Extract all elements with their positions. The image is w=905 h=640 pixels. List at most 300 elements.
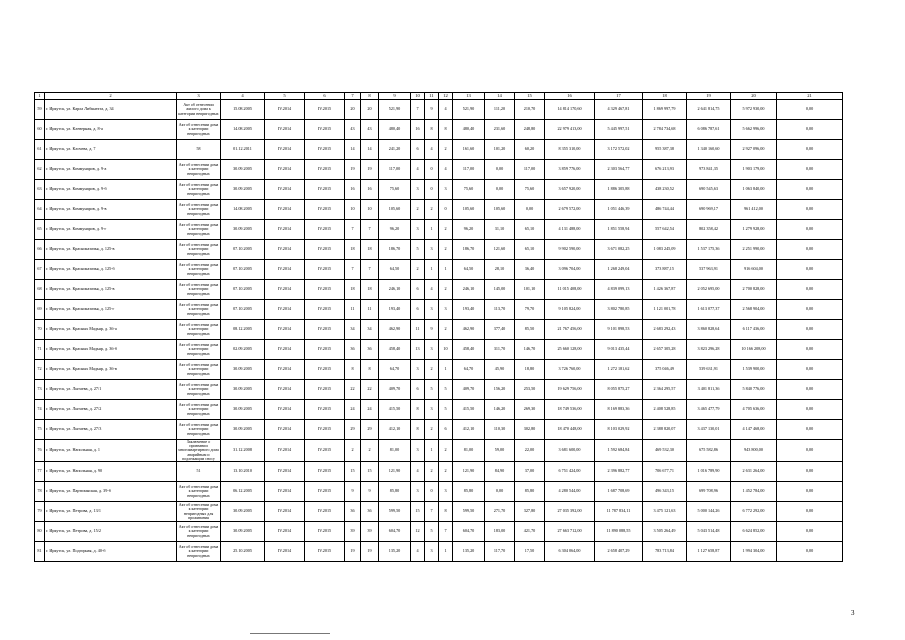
table-cell: 4: [411, 542, 425, 562]
table-cell: 2: [411, 200, 425, 220]
table-cell: IV.2014: [265, 522, 305, 542]
table-row: [35, 120, 843, 140]
table-cell: 9 105 824,00: [545, 300, 595, 320]
column-number-row: [35, 93, 843, 100]
table-cell: IV.2014: [265, 340, 305, 360]
table-cell: 43: [361, 120, 379, 140]
table-cell: 18: [361, 280, 379, 300]
table-cell: 121,90: [379, 462, 411, 482]
table-cell: 67: [35, 260, 45, 280]
table-cell: 34: [361, 320, 379, 340]
table-cell: IV.2015: [305, 380, 345, 400]
table-cell: IV.2015: [305, 220, 345, 240]
table-cell: 18 470 448,00: [545, 420, 595, 440]
document-cell: Акт об отнесении жилого дома к категории непригодных: [177, 100, 221, 120]
table-cell: IV.2014: [265, 220, 305, 240]
table-cell: 1 869 997,79: [643, 100, 687, 120]
address-cell: г. Иркутск, ул. Красных Мадьяр, д. 36-а: [45, 320, 177, 340]
table-cell: 15: [345, 462, 361, 482]
table-cell: 145,00: [485, 280, 515, 300]
table-cell: 0,00: [777, 120, 843, 140]
table-cell: 80: [35, 522, 45, 542]
table-cell: 59,00: [485, 440, 515, 462]
table-cell: 955 387,38: [643, 140, 687, 160]
table-cell: 2 784 734,68: [643, 120, 687, 140]
table-cell: 11 890 088,55: [595, 522, 643, 542]
table-cell: 2 396 882,77: [595, 462, 643, 482]
table-cell: 10: [361, 200, 379, 220]
table-cell: 69: [35, 300, 45, 320]
table-cell: 599,50: [379, 502, 411, 522]
column-number-cell: 10: [411, 93, 425, 100]
table-cell: 2: [411, 260, 425, 280]
table-cell: IV.2015: [305, 340, 345, 360]
table-cell: 5: [425, 380, 439, 400]
table-cell: 2 408 528,85: [643, 400, 687, 420]
table-cell: 241,20: [379, 140, 411, 160]
table-cell: 4 280 544,00: [545, 482, 595, 502]
table-cell: 135,20: [453, 542, 485, 562]
table-cell: 15: [411, 502, 425, 522]
table-cell: IV.2014: [265, 260, 305, 280]
address-cell: г. Иркутск, ул. Красных Мадьяр, д. 36-в: [45, 360, 177, 380]
table-cell: 3 802 780,85: [595, 300, 643, 320]
table-cell: 2: [439, 462, 453, 482]
table-cell: 943 800,00: [731, 440, 777, 462]
address-cell: г. Иркутск, ул. Красноказачья, д. 125-б: [45, 260, 177, 280]
table-cell: 438 230,52: [643, 180, 687, 200]
table-cell: 37,00: [515, 462, 545, 482]
table-cell: 462,90: [379, 320, 411, 340]
table-cell: 10: [345, 200, 361, 220]
column-number-cell: 15: [515, 93, 545, 100]
table-cell: 0,00: [777, 160, 843, 180]
table-cell: 8 355 310,00: [545, 140, 595, 160]
table-cell: 0,00: [485, 482, 515, 502]
table-cell: 3: [425, 300, 439, 320]
table-cell: 6: [411, 140, 425, 160]
table-cell: 186,70: [453, 240, 485, 260]
table-cell: 3: [425, 400, 439, 420]
table-cell: 0,00: [777, 482, 843, 502]
table-cell: 973 841,35: [687, 160, 731, 180]
table-cell: 0,00: [777, 320, 843, 340]
table-cell: 4 705 636,00: [731, 400, 777, 420]
table-cell: 146,20: [485, 400, 515, 420]
table-cell: 1 083 245,09: [643, 240, 687, 260]
table-cell: 70: [35, 320, 45, 340]
address-cell: г. Иркутск, ул. Красноказачья, д. 125-г: [45, 300, 177, 320]
document-cell: Акт об отнесении дома к категории непригодных: [177, 400, 221, 420]
table-cell: 6: [411, 380, 425, 400]
table-cell: 117,00: [453, 160, 485, 180]
table-row: [35, 320, 843, 340]
table-cell: 0,00: [777, 502, 843, 522]
table-cell: 377,40: [485, 320, 515, 340]
table-cell: 0: [439, 200, 453, 220]
document-cell: Акт об отнесении дома к категории непригодных: [177, 160, 221, 180]
table-cell: 4 131 488,00: [545, 220, 595, 240]
table-cell: 2 927 096,00: [731, 140, 777, 160]
table-cell: 2 658 407,29: [595, 542, 643, 562]
table-cell: 111,20: [485, 100, 515, 120]
table-cell: 117,00: [379, 160, 411, 180]
table-cell: 246,10: [379, 280, 411, 300]
table-cell: 9 902 590,00: [545, 240, 595, 260]
table-cell: 81,00: [453, 440, 485, 462]
table-cell: 9: [361, 482, 379, 502]
document-cell: Акт об отнесении дома к категории непригодных: [177, 522, 221, 542]
table-cell: 415,50: [453, 400, 485, 420]
table-cell: 2: [439, 220, 453, 240]
table-cell: 6 304 064,00: [545, 542, 595, 562]
table-cell: 15.08.2005: [221, 100, 265, 120]
table-cell: 2 568 904,00: [731, 300, 777, 320]
table-cell: 0,00: [777, 400, 843, 420]
column-number-cell: 21: [777, 93, 843, 100]
table-cell: IV.2014: [265, 440, 305, 462]
table-cell: 1 851 558,94: [595, 220, 643, 240]
table-cell: 156,20: [485, 380, 515, 400]
table-cell: 412,10: [453, 420, 485, 440]
table-cell: 8: [439, 502, 453, 522]
table-cell: 27 663 712,00: [545, 522, 595, 542]
table-cell: 19: [345, 160, 361, 180]
document-cell: Акт об отнесении дома к категории непригодных: [177, 482, 221, 502]
table-row: [35, 522, 843, 542]
table-cell: 36: [345, 340, 361, 360]
table-cell: 8 103 029,92: [595, 420, 643, 440]
table-cell: 11: [361, 300, 379, 320]
table-cell: 675 582,86: [687, 440, 731, 462]
table-cell: 4: [425, 140, 439, 160]
table-cell: 36,40: [515, 260, 545, 280]
table-cell: 210,70: [515, 100, 545, 120]
table-cell: IV.2015: [305, 140, 345, 160]
table-cell: 0: [425, 160, 439, 180]
address-cell: г. Иркутск, ул. Коммунаров, д. 9-г: [45, 220, 177, 240]
column-number-cell: 13: [453, 93, 485, 100]
table-cell: 409,70: [453, 380, 485, 400]
table-row: [35, 440, 843, 462]
table-cell: 302,80: [515, 420, 545, 440]
table-cell: IV.2015: [305, 462, 345, 482]
table-cell: 10: [439, 340, 453, 360]
table-cell: 14: [361, 140, 379, 160]
table-cell: 0,00: [777, 280, 843, 300]
table-row: [35, 220, 843, 240]
table-cell: 1 426 367,87: [643, 280, 687, 300]
address-cell: г. Иркутск, ул. Лытаева, д. 27/2: [45, 400, 177, 420]
table-cell: 22 979 413,00: [545, 120, 595, 140]
address-cell: г. Иркутск, ул. Красноказачья, д. 125-в: [45, 280, 177, 300]
table-cell: IV.2014: [265, 100, 305, 120]
table-cell: 0,00: [777, 420, 843, 440]
address-cell: г. Иркутск, ул. Карла Либкнехта, д. 34: [45, 100, 177, 120]
address-cell: г. Иркутск, ул. Клеверная, д. 8-а: [45, 120, 177, 140]
table-cell: 4: [439, 160, 453, 180]
document-cell: Акт об отнесении дома к категории непригодных для проживания: [177, 502, 221, 522]
table-cell: 1: [439, 260, 453, 280]
table-cell: 5 043 514,48: [687, 522, 731, 542]
table-cell: 36: [345, 502, 361, 522]
table-cell: 4 839 099,13: [595, 280, 643, 300]
table-cell: 0,00: [777, 340, 843, 360]
table-cell: IV.2015: [305, 440, 345, 462]
table-cell: 62: [35, 160, 45, 180]
table-cell: 2 683 292,43: [643, 320, 687, 340]
table-cell: 1 903 179,00: [731, 160, 777, 180]
table-cell: 1 592 684,84: [595, 440, 643, 462]
table-cell: 39: [361, 522, 379, 542]
table-cell: 193,40: [379, 300, 411, 320]
column-number-cell: 20: [731, 93, 777, 100]
table-cell: IV.2015: [305, 542, 345, 562]
table-cell: 2 388 820,07: [643, 420, 687, 440]
table-cell: 1 272 181,62: [595, 360, 643, 380]
table-cell: 65,10: [515, 220, 545, 240]
address-cell: г. Иркутск, ул. Коммунаров, д. 9-а: [45, 160, 177, 180]
table-cell: 4 329 467,81: [595, 100, 643, 120]
table-cell: 7: [345, 260, 361, 280]
table-cell: 21 767 456,00: [545, 320, 595, 340]
table-row: [35, 280, 843, 300]
table-cell: IV.2014: [265, 320, 305, 340]
address-cell: г. Иркутск, ул. Красноказачья, д. 125-в: [45, 240, 177, 260]
table-cell: 6: [411, 280, 425, 300]
table-cell: 79,70: [515, 300, 545, 320]
table-cell: 22: [361, 380, 379, 400]
address-cell: г. Иркутск, ул. Петрова, д. 13/1: [45, 502, 177, 522]
table-cell: 6 772 292,00: [731, 502, 777, 522]
table-cell: 2: [425, 360, 439, 380]
table-cell: 2: [439, 440, 453, 462]
column-number-cell: 2: [45, 93, 177, 100]
address-cell: г. Иркутск, ул. Напольная, д. 90: [45, 462, 177, 482]
table-cell: 117,70: [485, 542, 515, 562]
housing-register-table: [34, 92, 843, 562]
table-row: [35, 160, 843, 180]
table-cell: 30.09.2005: [221, 420, 265, 440]
table-cell: 8: [361, 360, 379, 380]
table-cell: IV.2014: [265, 200, 305, 220]
document-cell: Акт об отнесении дома к категории непригодных: [177, 420, 221, 440]
table-cell: IV.2014: [265, 300, 305, 320]
address-cell: г. Иркутск, ул. Напольная, д. 1: [45, 440, 177, 462]
table-cell: 5: [439, 380, 453, 400]
table-cell: 7: [361, 260, 379, 280]
table-cell: 412,10: [379, 420, 411, 440]
table-cell: 0,00: [777, 462, 843, 482]
table-cell: 3: [411, 440, 425, 462]
table-cell: 75,60: [515, 180, 545, 200]
table-cell: 5: [411, 240, 425, 260]
table-cell: IV.2014: [265, 280, 305, 300]
table-cell: IV.2015: [305, 482, 345, 502]
table-row: [35, 420, 843, 440]
table-cell: 43: [345, 120, 361, 140]
table-cell: 5: [439, 400, 453, 420]
table-cell: IV.2015: [305, 280, 345, 300]
table-cell: 101,10: [515, 280, 545, 300]
table-cell: 186,70: [379, 240, 411, 260]
table-cell: 604,70: [453, 522, 485, 542]
table-row: [35, 200, 843, 220]
table-cell: 24: [345, 400, 361, 420]
table-cell: 79: [35, 502, 45, 522]
table-cell: 13.10.2010: [221, 462, 265, 482]
table-cell: 458,40: [453, 340, 485, 360]
table-cell: 706 677,71: [643, 462, 687, 482]
table-cell: 30.09.2005: [221, 400, 265, 420]
table-cell: 1 539 900,00: [731, 360, 777, 380]
table-cell: IV.2014: [265, 180, 305, 200]
table-cell: IV.2015: [305, 522, 345, 542]
table-cell: 76: [35, 440, 45, 462]
table-cell: 3 860 828,64: [687, 320, 731, 340]
table-cell: 146,70: [515, 340, 545, 360]
address-cell: г. Иркутск, ул. Подгорная, д. 40-б: [45, 542, 177, 562]
table-cell: 08.12.2005: [221, 320, 265, 340]
table-cell: 78: [35, 482, 45, 502]
address-cell: г. Иркутск, ул. Лытаева, д. 27/3: [45, 420, 177, 440]
table-cell: 2 251 990,00: [731, 240, 777, 260]
table-cell: 0,00: [777, 140, 843, 160]
table-cell: 28,10: [485, 260, 515, 280]
table-cell: 1 994 304,00: [731, 542, 777, 562]
table-cell: 3 726 760,00: [545, 360, 595, 380]
table-cell: 246,10: [453, 280, 485, 300]
table-cell: 9: [425, 100, 439, 120]
table-cell: 14.08.2005: [221, 120, 265, 140]
table-cell: 0,00: [777, 542, 843, 562]
table-cell: 0,00: [485, 180, 515, 200]
table-cell: 96,20: [379, 220, 411, 240]
column-number-cell: 18: [643, 93, 687, 100]
table-cell: 8: [425, 120, 439, 140]
table-cell: 3: [411, 482, 425, 502]
table-cell: 60,20: [515, 140, 545, 160]
table-cell: 1 051 446,39: [595, 200, 643, 220]
table-cell: 6 117 436,00: [731, 320, 777, 340]
table-cell: 14: [345, 140, 361, 160]
table-cell: 8: [411, 400, 425, 420]
table-cell: 11 015 408,00: [545, 280, 595, 300]
table-cell: 110,30: [485, 420, 515, 440]
document-cell: Акт об отнесении дома к категории непригодных: [177, 200, 221, 220]
table-cell: 9 101 898,53: [595, 320, 643, 340]
table-cell: 7: [345, 220, 361, 240]
table-cell: 1 268 249,04: [595, 260, 643, 280]
table-cell: 0,00: [777, 440, 843, 462]
address-cell: г. Иркутск, ул. Партизанская, д. 39-б: [45, 482, 177, 502]
table-cell: 2 679 572,00: [545, 200, 595, 220]
table-row: [35, 462, 843, 482]
table-cell: 18: [361, 240, 379, 260]
table-cell: 690 969,17: [687, 200, 731, 220]
table-cell: IV.2015: [305, 360, 345, 380]
table-cell: 18: [345, 280, 361, 300]
table-cell: 34: [345, 320, 361, 340]
table-cell: 3 859 776,00: [545, 160, 595, 180]
table-cell: 3 657 920,00: [545, 180, 595, 200]
table-cell: 604,70: [379, 522, 411, 542]
table-cell: 193,40: [453, 300, 485, 320]
table-cell: 2 641 814,75: [687, 100, 731, 120]
table-cell: 311,70: [485, 340, 515, 360]
table-cell: 71: [35, 340, 45, 360]
table-cell: 3 172 572,02: [595, 140, 643, 160]
table-cell: 20: [345, 100, 361, 120]
table-cell: 75,60: [453, 180, 485, 200]
table-cell: 0,00: [485, 160, 515, 180]
table-row: [35, 260, 843, 280]
table-cell: 0,00: [777, 360, 843, 380]
column-number-cell: 14: [485, 93, 515, 100]
table-cell: 16: [411, 120, 425, 140]
table-cell: 3 096 704,00: [545, 260, 595, 280]
table-cell: 0,00: [777, 180, 843, 200]
table-cell: 27 035 392,00: [545, 502, 595, 522]
table-cell: IV.2015: [305, 502, 345, 522]
table-cell: 19: [361, 542, 379, 562]
table-cell: 75: [35, 420, 45, 440]
table-cell: 18 749 536,00: [545, 400, 595, 420]
table-cell: 2 364 295,57: [643, 380, 687, 400]
table-cell: 105,60: [485, 200, 515, 220]
table-row: [35, 180, 843, 200]
table-cell: 45,90: [485, 360, 515, 380]
table-cell: 3: [439, 482, 453, 502]
table-cell: 64,70: [453, 360, 485, 380]
address-cell: г. Иркутск, ул. Лытаева, д. 27/1: [45, 380, 177, 400]
table-cell: IV.2015: [305, 300, 345, 320]
table-cell: 07.10.2005: [221, 280, 265, 300]
table-cell: 961 412,00: [731, 200, 777, 220]
table-cell: 105,60: [453, 200, 485, 220]
table-cell: 480,40: [379, 120, 411, 140]
table-cell: 2 700 828,00: [731, 280, 777, 300]
table-cell: 60: [35, 120, 45, 140]
table-cell: 5 972 930,00: [731, 100, 777, 120]
table-cell: 3 475 121,63: [643, 502, 687, 522]
table-cell: 10 166 208,00: [731, 340, 777, 360]
table-cell: 0,00: [777, 300, 843, 320]
table-cell: 19: [361, 160, 379, 180]
table-cell: IV.2014: [265, 380, 305, 400]
table-cell: 8: [345, 360, 361, 380]
table-cell: 0,00: [777, 522, 843, 542]
table-cell: 409,70: [379, 380, 411, 400]
table-cell: IV.2015: [305, 260, 345, 280]
table-row: [35, 400, 843, 420]
document-cell: Акт об отнесении дома к категории непригодных: [177, 320, 221, 340]
table-row: [35, 140, 843, 160]
table-cell: 01.12.2011: [221, 140, 265, 160]
table-cell: 1 613 077,37: [687, 300, 731, 320]
table-cell: 462,90: [453, 320, 485, 340]
table-cell: 36: [361, 502, 379, 522]
table-row: [35, 300, 843, 320]
table-row: [35, 100, 843, 120]
table-cell: 8 169 883,36: [595, 400, 643, 420]
table-cell: 269,30: [515, 400, 545, 420]
table-cell: 557 642,54: [643, 220, 687, 240]
table-cell: IV.2015: [305, 400, 345, 420]
table-cell: 30.09.2005: [221, 220, 265, 240]
table-cell: 0,00: [777, 240, 843, 260]
table-cell: 1 452 784,00: [731, 482, 777, 502]
